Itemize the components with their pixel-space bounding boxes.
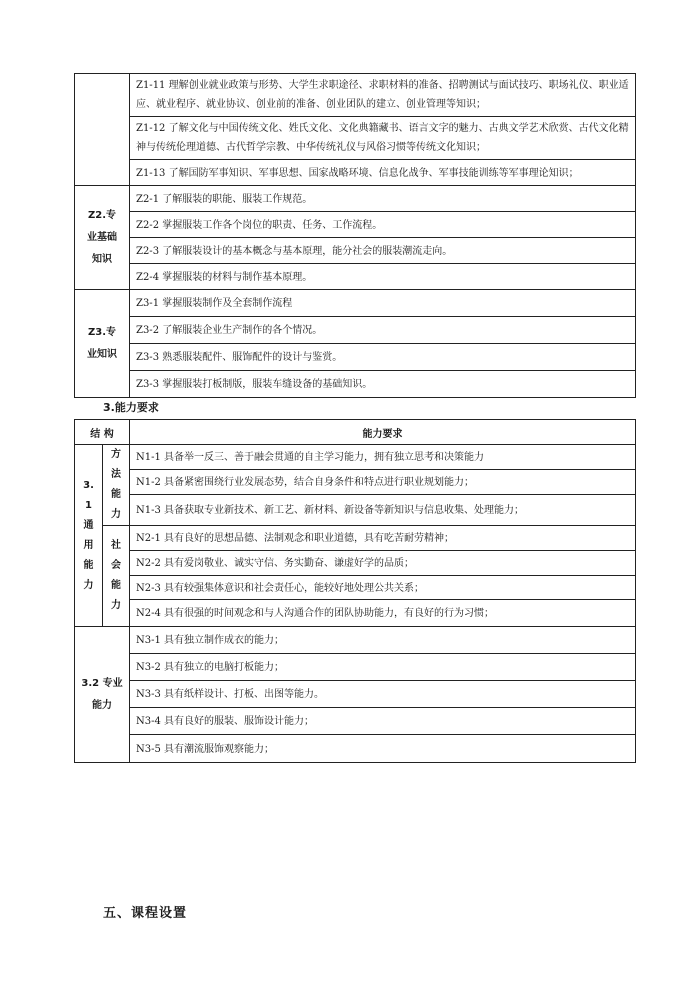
z3-item: Z3-3 熟悉服装配件、服饰配件的设计与鉴赏。 — [130, 344, 636, 371]
z2-item: Z2-2 掌握服装工作各个岗位的职责、任务、工作流程。 — [130, 212, 636, 238]
z3-item: Z3-2 了解服装企业生产制作的各个情况。 — [130, 317, 636, 344]
method-item: N1-2 具备紧密围绕行业发展态势，结合自身条件和特点进行职业规划能力； — [130, 469, 636, 495]
method-item: N1-3 具备获取专业新技术、新工艺、新材料、新设备等新知识与信息收集、处理能力； — [130, 495, 636, 526]
z2-item: Z2-4 掌握服装的材料与制作基本原理。 — [130, 264, 636, 290]
section-heading-ability: 3.能力要求 — [103, 401, 159, 414]
ability-table — [74, 419, 636, 763]
z3-item: Z3-3 掌握服装打板制版，服装车缝设备的基础知识。 — [130, 371, 636, 398]
header-structure: 结 构 — [75, 420, 130, 445]
social-ability-label: 社会能力 — [103, 526, 130, 627]
z2-item: Z2-1 了解服装的职能、服装工作规范。 — [130, 186, 636, 212]
social-item: N2-4 具有很强的时间观念和与人沟通合作的团队协助能力，有良好的行为习惯； — [130, 600, 636, 627]
social-item: N2-1 具有良好的思想品德、法制观念和职业道德，具有吃苦耐劳精神； — [130, 526, 636, 551]
z3-item: Z3-1 掌握服装制作及全套制作流程 — [130, 290, 636, 317]
z1-item: Z1-11 理解创业就业政策与形势、大学生求职途径、求职材料的准备、招聘测试与面试技巧、职场礼仪、职业适应、就业程序、就业协议、创业前的准备、创业团队的建立、创业管理等知识； — [130, 74, 636, 117]
professional-item: N3-4 具有良好的服装、服饰设计能力； — [130, 708, 636, 735]
header-ability: 能力要求 — [130, 420, 636, 445]
z1-item: Z1-12 了解文化与中国传统文化、姓氏文化、文化典籍藏书、语言文字的魅力、古典文学艺术欣赏、古代文化精神与传统伦理道德、古代哲学宗教、中华传统礼仪与风俗习惯等传统文化知识； — [130, 117, 636, 160]
method-item: N1-1 具备举一反三、善于融会贯通的自主学习能力，拥有独立思考和决策能力 — [130, 445, 636, 470]
method-ability-label: 方法能力 — [103, 445, 130, 526]
z1-label-cell — [75, 74, 130, 186]
z2-label: Z2.专业基础知识 — [75, 186, 130, 290]
professional-item: N3-3 具有纸样设计、打板、出图等能力。 — [130, 681, 636, 708]
professional-ability-label: 3.2 专业能力 — [75, 627, 130, 763]
social-item: N2-2 具有爱岗敬业、诚实守信、务实勤奋、谦虚好学的品质； — [130, 551, 636, 576]
professional-item: N3-5 具有潮流服饰观察能力； — [130, 735, 636, 763]
professional-item: N3-2 具有独立的电脑打板能力； — [130, 654, 636, 681]
general-ability-label: 3.1通用能力 — [75, 445, 103, 627]
social-item: N2-3 具有较强集体意识和社会责任心，能较好地处理公共关系； — [130, 576, 636, 600]
z1-item: Z1-13 了解国防军事知识、军事思想、国家战略环境、信息化战争、军事技能训练等军事理论知识； — [130, 160, 636, 186]
z2-item: Z2-3 了解服装设计的基本概念与基本原理，能分社会的服装潮流走向。 — [130, 238, 636, 264]
section-heading-curriculum: 五、课程设置 — [103, 906, 188, 921]
z3-label: Z3.专业知识 — [75, 290, 130, 398]
professional-item: N3-1 具有独立制作成衣的能力； — [130, 627, 636, 654]
knowledge-table — [74, 73, 636, 398]
